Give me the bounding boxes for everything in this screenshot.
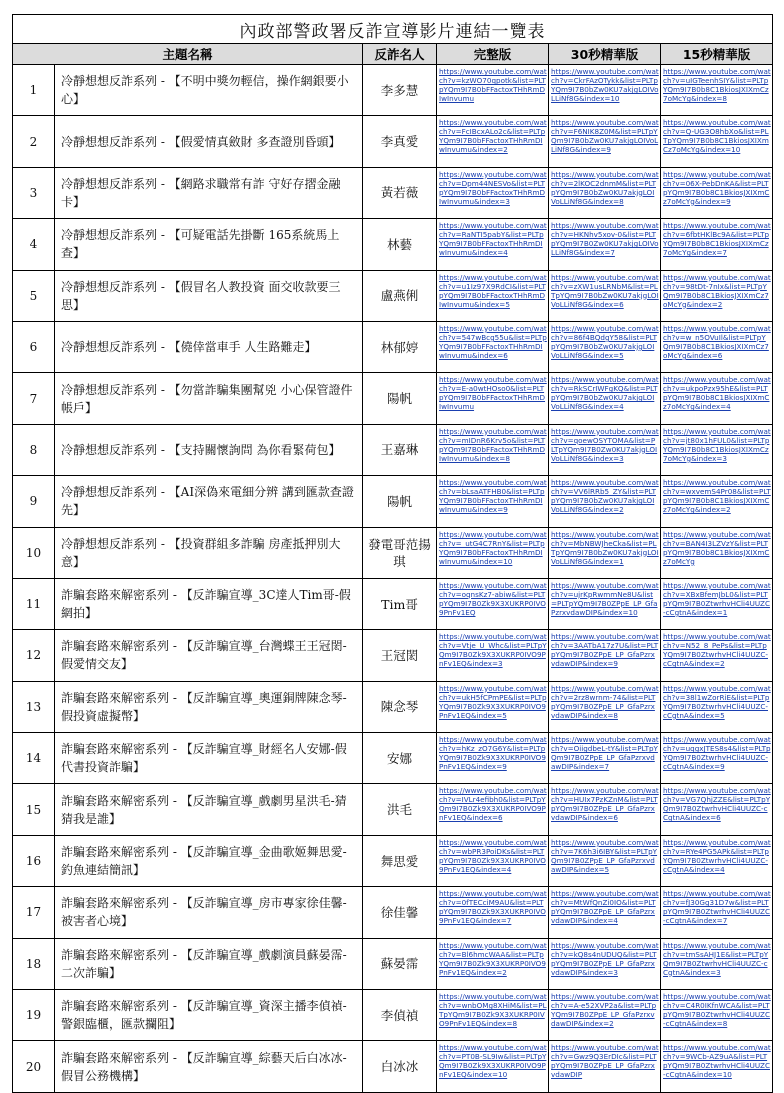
row-number — [13, 578, 55, 629]
s30-version-link[interactable]: https://www.youtube.com/watch?v=Gwz9Q3ErDIc&list=PLTpYQm9I7B0ZPpE_LP_GfaPzrxvdawDIP — [551, 1043, 659, 1080]
header-theme: 主題名稱 — [13, 44, 363, 65]
theme-cell — [55, 578, 363, 629]
s15-version-link[interactable]: https://www.youtube.com/watch?v=98tDt-7nIx&list=PLTpYQm9I7B0b8C1BkiosJXIXmCz7oMcYg&index=2 — [663, 272, 771, 309]
s30-version-link[interactable]: https://www.youtube.com/watch?v=OiigdbeL-tY&list=PLTpYQm9I7B0ZPpE_LP_GfaPzrxvdawDIP&index=7 — [551, 735, 659, 772]
s15-version-link[interactable]: https://www.youtube.com/watch?v=ukpoPzx95hE&list=PLTpYQm9I7B0b8C1BkiosJXIXmCz7oMcYg&index=4 — [663, 375, 771, 412]
header-person: 反詐名人 — [363, 44, 437, 65]
s30-version-cell — [549, 784, 661, 835]
row-number: 19 — [25, 1008, 42, 1023]
s15-version-cell — [661, 116, 773, 167]
table-row — [13, 1041, 773, 1092]
row-number — [13, 270, 55, 321]
full-version-link[interactable]: https://www.youtube.com/watch?v=ukH5fCPmPE&list=PLTpYQm9I7B0Zk9X3XUKRP0IVO9PnFv1EQ&index=5 — [439, 683, 547, 720]
full-version-link[interactable]: https://www.youtube.com/watch?v=_utG4C7RnY&list=PLTpYQm9I7B0bFFactoxTHhRmDIwInvumu&index=10 — [439, 529, 547, 566]
row-number — [13, 990, 55, 1041]
s30-version-link[interactable]: https://www.youtube.com/watch?v=VV6lRRb5_ZY&list=PLTpYQm9I7B0bZw0KU7akjgLOIVoLLiNf8G&index=2 — [551, 478, 659, 515]
s15-version-cell — [661, 578, 773, 629]
s15-version-cell — [661, 938, 773, 989]
s15-version-cell — [661, 990, 773, 1041]
s30-version-cell — [549, 116, 661, 167]
person-cell — [363, 835, 437, 886]
theme-cell — [55, 990, 363, 1041]
person-cell — [363, 424, 437, 475]
s30-version-link[interactable]: https://www.youtube.com/watch?v=3AATbA17z7U&list=PLTpYQm9I7B0ZPpE_LP_GfaPzrxvdawDIP&index=9 — [551, 632, 659, 669]
full-version-cell — [437, 65, 549, 116]
theme-cell: 詐騙套路來解密系列 - 【反詐騙宣導_財經名人安娜-假代書投資詐騙】 — [61, 742, 347, 775]
theme-cell: 詐騙套路來解密系列 - 【反詐騙宣導_房市專家徐佳馨-被害者心境】 — [61, 896, 347, 929]
person-cell: 發電哥范揚琪 — [368, 536, 431, 569]
header-15s: 15秒精華版 — [661, 44, 773, 65]
person-cell: 王冠閎 — [380, 647, 419, 663]
person-cell: 洪毛 — [386, 802, 412, 818]
person-cell: 李多慧 — [380, 82, 419, 98]
s15-version-cell — [661, 476, 773, 527]
theme-cell: 詐騙套路來解密系列 - 【反詐騙宣導_綜藝天后白冰冰-假冒公務機構】 — [61, 1050, 347, 1083]
theme-cell — [55, 373, 363, 424]
s15-version-cell — [661, 887, 773, 938]
table-row — [13, 938, 773, 989]
theme-cell: 冷靜想想反詐系列 - 【不明中獎勿輕信，操作網銀要小心】 — [61, 74, 349, 107]
full-version-link[interactable]: https://www.youtube.com/watch?v=hKz_zO7G6Y&list=PLTpYQm9I7B0Zk9X3XUKRP0IVO9PnFv1EQ&index=9 — [439, 735, 547, 772]
row-number: 17 — [25, 905, 42, 920]
s30-version-cell — [549, 219, 661, 270]
person-cell: 李偵禎 — [380, 1007, 419, 1023]
full-version-cell — [437, 784, 549, 835]
person-cell — [363, 321, 437, 372]
s30-version-cell — [549, 630, 661, 681]
full-version-link[interactable]: https://www.youtube.com/watch?v=bLsaATFHB0&list=PLTpYQm9I7B0bFFactoxTHhRmDIwInvumu&index=9 — [439, 478, 547, 515]
theme-cell — [55, 1041, 363, 1092]
s30-version-link[interactable]: https://www.youtube.com/watch?v=ujrKpRwmmNe8U&list=PLTpYQm9I7B0ZPpE_LP_GfaPzrxvdawDIP&index=10 — [551, 580, 659, 617]
s15-version-cell — [661, 630, 773, 681]
theme-cell — [55, 784, 363, 835]
full-version-cell — [437, 476, 549, 527]
s30-version-cell — [549, 1041, 661, 1092]
person-cell — [363, 476, 437, 527]
s15-version-cell — [661, 219, 773, 270]
s30-version-cell — [549, 578, 661, 629]
row-number: 5 — [29, 288, 38, 303]
s15-version-link[interactable]: https://www.youtube.com/watch?v=6fbtHKlBc9A&list=PLTpYQm9I7B0b8C1BkiosJXIXmCz7oMcYg&index=7 — [663, 221, 771, 258]
s30-version-cell — [549, 733, 661, 784]
s30-version-link[interactable]: https://www.youtube.com/watch?v=HKNhv5xov-0&list=PLTpYQm9I7B0Zw0KU7akjgLOIVoLLiNf8G&index=7 — [551, 221, 659, 258]
person-cell: 王嘉琳 — [380, 442, 419, 458]
s15-version-link[interactable]: https://www.youtube.com/watch?v=C4R0IKfnWCA&list=PLTpYQm9I7B0ZtwrhvHCli4UUZC-cCgtnA&index=8 — [663, 992, 771, 1029]
full-version-link[interactable]: https://www.youtube.com/watch?v=0fTECciM9AU&list=PLTpYQm9I7B0Zk9X3XUKRP0IVO9PnFv1EQ&index=7 — [439, 889, 547, 926]
theme-cell: 冷靜想想反詐系列 - 【投資群組多詐騙 房產抵押別大意】 — [61, 536, 341, 569]
theme-cell — [55, 424, 363, 475]
s15-version-link[interactable]: https://www.youtube.com/watch?v=BAN4I3LZVzY&list=PLTpYQm9I7B0b8C1BkiosJXIXmCz7oMcYg — [663, 529, 771, 566]
full-version-link[interactable]: https://www.youtube.com/watch?v=PT0B-SL9Iw&list=PLTpYQm9I7B0Zk9X3XUKRP0IVO9PnFv1EQ&index=10 — [439, 1043, 547, 1080]
theme-cell — [55, 938, 363, 989]
link-table-sheet — [12, 14, 772, 1093]
row-number — [13, 424, 55, 475]
theme-cell: 詐騙套路來解密系列 - 【反詐騙宣導_金曲歌姬舞思愛-釣魚連結簡訊】 — [61, 845, 347, 878]
s30-version-cell — [549, 681, 661, 732]
theme-cell: 詐騙套路來解密系列 - 【反詐騙宣導_台灣蝶王王冠閎-假愛情交友】 — [61, 639, 347, 672]
row-number: 20 — [25, 1059, 42, 1074]
full-version-cell — [437, 990, 549, 1041]
s15-version-cell — [661, 681, 773, 732]
full-version-link[interactable]: https://www.youtube.com/watch?v=Bl6hmcWAA&list=PLTpYQm9I7B0Zk9X3XUKRP0IVO9PnFv1EQ&index=2 — [439, 940, 547, 977]
s15-version-link[interactable]: https://www.youtube.com/watch?v=Q-UG3O8hbXo&list=PLTpYQm9I7B0b8C1BkiosJXIXmCz7oMcYg&index=10 — [663, 118, 771, 155]
s15-version-link[interactable]: https://www.youtube.com/watch?v=XBxBfemJbL0&list=PLTpYQm9I7B0ZtwrhvHCli4UUZC-cCgtnA&index=1 — [663, 580, 771, 617]
s15-version-link[interactable]: https://www.youtube.com/watch?v=9WCb-AZ9uA&list=PLTpYQm9I7B0ZtwrhvHCli4UUZC-cCgtnA&index=10 — [663, 1043, 771, 1080]
s30-version-cell — [549, 373, 661, 424]
s30-version-cell — [549, 938, 661, 989]
person-cell: 陽帆 — [386, 391, 412, 407]
person-cell — [363, 219, 437, 270]
table-row — [13, 578, 773, 629]
table-row — [13, 373, 773, 424]
row-number: 12 — [25, 648, 42, 663]
table-row — [13, 887, 773, 938]
table-row — [13, 65, 773, 116]
table-row — [13, 630, 773, 681]
s30-version-link[interactable]: https://www.youtube.com/watch?v=7K6h3i6IBY&list=PLTpYQm9I7B0ZPpE_LP_GfaPzrxvdawDIP&index=5 — [551, 837, 659, 874]
person-cell — [363, 167, 437, 218]
s15-version-link[interactable]: https://www.youtube.com/watch?v=uqgxJTES8s4&list=PLTpYQm9I7B0ZtwrhvHCli4UUZC-cCgtnA&index=9 — [663, 735, 771, 772]
table-row — [13, 681, 773, 732]
person-cell — [363, 65, 437, 116]
row-number — [13, 887, 55, 938]
row-number: 4 — [29, 237, 38, 252]
theme-cell — [55, 733, 363, 784]
table-row — [13, 424, 773, 475]
video-link-table — [12, 14, 773, 1093]
table-row — [13, 321, 773, 372]
row-number: 14 — [25, 751, 42, 766]
row-number — [13, 219, 55, 270]
full-version-link[interactable]: https://www.youtube.com/watch?v=u1Iz97X9RdCI&list=PLTpYQm9I7B0bFFactoxTHhRmDIwInvumu&index=5 — [439, 272, 547, 309]
theme-cell: 詐騙套路來解密系列 - 【反詐騙宣導_戲劇男星洪毛-猜猜我是誰】 — [61, 793, 347, 826]
row-number: 1 — [29, 83, 38, 98]
full-version-cell — [437, 578, 549, 629]
s15-version-cell — [661, 733, 773, 784]
full-version-link[interactable]: https://www.youtube.com/watch?v=kzWO70qpotk&list=PLTpYQm9I7B0bFFactoxTHhRmDIwInvumu — [439, 67, 547, 103]
s30-version-link[interactable]: https://www.youtube.com/watch?v=F6NIK8Z0M&list=PLTpYQm9I7B0bZw0KU7akjgLOIVoLLiNf8G&index=9 — [551, 118, 659, 155]
s15-version-link[interactable]: https://www.youtube.com/watch?v=fJ30Gg31D7w&list=PLTpYQm9I7B0ZtwrhvHCli4UUZC-cCgtnA&index=7 — [663, 889, 771, 926]
full-version-link[interactable]: https://www.youtube.com/watch?v=IVLr4efibh0&list=PLTpYQm9I7B0Zk9X3XUKRP0IVO9PnFv1EQ&index=6 — [439, 786, 547, 823]
full-version-link[interactable]: https://www.youtube.com/watch?v=oqnsKz7-abiw&list=PLTpYQm9I7B0Zk9X3XUKRP0IVO9PnFv1EQ — [439, 580, 547, 617]
theme-cell: 詐騙套路來解密系列 - 【反詐騙宣導_資深主播李偵禎-警銀臨櫃，匯款攔阻】 — [61, 999, 347, 1032]
person-cell — [363, 373, 437, 424]
person-cell — [363, 733, 437, 784]
theme-cell: 詐騙套路來解密系列 - 【反詐騙宣導_奧運銅牌陳念琴-假投資虛擬幣】 — [61, 690, 347, 723]
s30-version-cell — [549, 321, 661, 372]
s30-version-cell — [549, 527, 661, 578]
theme-cell: 冷靜想想反詐系列 - 【假愛情真斂財 多查證別昏頭】 — [61, 134, 341, 149]
table-row — [13, 167, 773, 218]
theme-cell — [55, 116, 363, 167]
theme-cell — [55, 527, 363, 578]
s30-version-cell — [549, 65, 661, 116]
row-number: 16 — [25, 854, 42, 869]
theme-cell: 詐騙套路來解密系列 - 【反詐騙宣導_3C達人Tim哥-假網拍】 — [61, 588, 351, 621]
full-version-cell — [437, 116, 549, 167]
theme-cell — [55, 476, 363, 527]
s15-version-cell — [661, 527, 773, 578]
row-number — [13, 784, 55, 835]
theme-cell — [55, 835, 363, 886]
s15-version-link[interactable]: https://www.youtube.com/watch?v=jt80x1hFUL0&list=PLTpYQm9I7B0b8C1BkiosJXIXmCz7oMcYg&index=3 — [663, 426, 771, 463]
table-row — [13, 835, 773, 886]
row-number — [13, 630, 55, 681]
person-cell: 舞思愛 — [380, 853, 419, 869]
person-cell: 陳念琴 — [380, 699, 419, 715]
s15-version-cell — [661, 167, 773, 218]
full-version-link[interactable]: https://www.youtube.com/watch?v=wnbOMg8XHiM&list=PLTpYQm9I7B0Zk9X3XUKRP0IVO9PnFv1EQ&index=8 — [439, 992, 547, 1029]
row-number — [13, 938, 55, 989]
row-number: 13 — [25, 699, 42, 714]
full-version-cell — [437, 270, 549, 321]
s15-version-cell — [661, 270, 773, 321]
table-row — [13, 784, 773, 835]
row-number: 15 — [25, 802, 42, 817]
row-number — [13, 321, 55, 372]
row-number: 2 — [29, 134, 38, 149]
page-title: 內政部警政署反詐宣導影片連結一覽表 — [13, 15, 773, 44]
s15-version-cell — [661, 784, 773, 835]
theme-cell: 冷靜想想反詐系列 - 【網路求職常有詐 守好存摺金融卡】 — [61, 176, 341, 209]
full-version-cell — [437, 835, 549, 886]
person-cell — [363, 630, 437, 681]
full-version-cell — [437, 733, 549, 784]
person-cell — [363, 527, 437, 578]
theme-cell: 冷靜想想反詐系列 - 【AI深偽來電細分辨 講到匯款查證先】 — [61, 485, 354, 518]
person-cell: 林郁婷 — [380, 339, 419, 355]
s30-version-link[interactable]: https://www.youtube.com/watch?v=zXW1usLRNbM&list=PLTpYQm9I7B0bZw0KU7akjgLOIVoLLiNf8G&index=6 — [551, 272, 659, 309]
full-version-link[interactable]: https://www.youtube.com/watch?v=wbPR3PoiDKs&list=PLTpYQm9I7B0Zk9X3XUKRP0IVO9PnFv1EQ&index=4 — [439, 837, 547, 874]
row-number — [13, 167, 55, 218]
full-version-cell — [437, 424, 549, 475]
person-cell: 盧燕俐 — [380, 288, 419, 304]
person-cell: 黃若薇 — [380, 185, 419, 201]
row-number — [13, 527, 55, 578]
s30-version-link[interactable]: https://www.youtube.com/watch?v=MtWfQnZi0IO&list=PLTpYQm9I7B0ZPpE_LP_GfaPzrxvdawDIP&index=4 — [551, 889, 659, 926]
full-version-link[interactable]: https://www.youtube.com/watch?v=Dpm44NESVo&list=PLTpYQm9I7B0bFFactoxTHhRmDIwInvumu&index=3 — [439, 169, 547, 206]
s30-version-cell — [549, 270, 661, 321]
person-cell — [363, 887, 437, 938]
s30-version-link[interactable]: https://www.youtube.com/watch?v=kQ8s4nUDUQ&list=PLTpYQm9I7B0ZPpE_LP_GfaPzrxvdawDIP&index=3 — [551, 940, 659, 977]
table-row — [13, 733, 773, 784]
person-cell — [363, 938, 437, 989]
s15-version-cell — [661, 321, 773, 372]
full-version-cell — [437, 527, 549, 578]
s30-version-link[interactable]: https://www.youtube.com/watch?v=2lKOC2dnmM&list=PLTpYQm9I7B0bZw0KU7akjgLOIVoLLiNf8G&index=8 — [551, 169, 659, 206]
row-number: 8 — [29, 442, 38, 457]
s30-version-link[interactable]: https://www.youtube.com/watch?v=HUIx7PzKZnM&list=PLTpYQm9I7B0ZPpE_LP_GfaPzrxvdawDIP&index=6 — [551, 786, 659, 823]
s15-version-link[interactable]: https://www.youtube.com/watch?v=wxvemS4Pr08&list=PLTpYQm9I7B0b8C1BkiosJXIXmCz7oMcYg&index=2 — [663, 478, 771, 515]
row-number — [13, 1041, 55, 1092]
row-number — [13, 373, 55, 424]
theme-cell: 冷靜想想反詐系列 - 【支持關懷詢問 為你看緊荷包】 — [61, 442, 341, 457]
header-30s: 30秒精華版 — [549, 44, 661, 65]
theme-cell — [55, 887, 363, 938]
s30-version-link[interactable]: https://www.youtube.com/watch?v=RkSCrIWFgKQ&list=PLTpYQm9I7B0bZw0KU7akjgLOIVoLLiNf8G&index=4 — [551, 375, 659, 412]
row-number: 9 — [29, 494, 38, 509]
person-cell: 安娜 — [386, 750, 412, 766]
person-cell — [363, 990, 437, 1041]
theme-cell — [55, 321, 363, 372]
person-cell: 白冰冰 — [380, 1059, 419, 1075]
row-number — [13, 835, 55, 886]
full-version-link[interactable]: https://www.youtube.com/watch?v=Vtje_U_Whc&list=PLTpYQm9I7B0Zk9X3XUKRP0IVO9PnFv1EQ&index=3 — [439, 632, 547, 669]
full-version-cell — [437, 321, 549, 372]
table-row — [13, 116, 773, 167]
theme-cell — [55, 630, 363, 681]
s15-version-link[interactable]: https://www.youtube.com/watch?v=VG7QhjZZE&list=PLTpYQm9I7B0ZtwrhvHCli4UUZC-cCgtnA&index=6 — [663, 786, 771, 823]
row-number — [13, 65, 55, 116]
s15-version-link[interactable]: https://www.youtube.com/watch?v=06X-PebDnKA&list=PLTpYQm9I7B0b8C1BkiosJXIXmCz7oMcYg&index=9 — [663, 169, 771, 206]
theme-cell: 詐騙套路來解密系列 - 【反詐騙宣導_戲劇演員蘇晏霈-二次詐騙】 — [61, 947, 347, 980]
theme-cell — [55, 219, 363, 270]
s15-version-cell — [661, 65, 773, 116]
table-row — [13, 476, 773, 527]
s30-version-link[interactable]: https://www.youtube.com/watch?v=2rz8wrnm-74&list=PLTpYQm9I7B0ZPpE_LP_GfaPzrxvdawDIP&index=8 — [551, 683, 659, 720]
row-number: 6 — [29, 340, 38, 355]
person-cell — [363, 270, 437, 321]
s15-version-link[interactable]: https://www.youtube.com/watch?v=w_n5OVuIl&list=PLTpYQm9I7B0b8C1BkiosJXIXmCz7oMcYg&index=6 — [663, 323, 771, 360]
s15-version-link[interactable]: https://www.youtube.com/watch?v=uIGTeenhSIY&list=PLTpYQm9I7B0b8C1BkiosJXIXmCz7oMcYg&index=8 — [663, 67, 771, 103]
s30-version-cell — [549, 167, 661, 218]
person-cell — [363, 116, 437, 167]
row-number — [13, 476, 55, 527]
theme-cell: 冷靜想想反詐系列 - 【僥倖當車手 人生路難走】 — [61, 340, 317, 355]
s30-version-link[interactable]: https://www.youtube.com/watch?v=CkrFAzOTykk&list=PLTpYQm9I7B0bZw0KU7akjgLOIVoLLiNf8G&index=10 — [551, 67, 659, 103]
header-full: 完整版 — [437, 44, 549, 65]
row-number: 11 — [25, 597, 42, 612]
full-version-link[interactable]: https://www.youtube.com/watch?v=mIDnR6Krv5o&list=PLTpYQm9I7B0bFFactoxTHhRmDIwInvumu&index=8 — [439, 426, 547, 463]
full-version-cell — [437, 938, 549, 989]
s15-version-cell — [661, 373, 773, 424]
person-cell — [363, 578, 437, 629]
full-version-cell — [437, 167, 549, 218]
table-row — [13, 270, 773, 321]
person-cell: 陽帆 — [386, 493, 412, 509]
theme-cell — [55, 270, 363, 321]
person-cell — [363, 784, 437, 835]
full-version-link[interactable]: https://www.youtube.com/watch?v=RaNTI5pabY&list=PLTpYQm9I7B0bFFactoxTHhRmDIwInvumu&index=4 — [439, 221, 547, 258]
full-version-cell — [437, 219, 549, 270]
person-cell — [363, 681, 437, 732]
theme-cell — [55, 681, 363, 732]
table-row — [13, 990, 773, 1041]
person-cell: 李真愛 — [380, 134, 419, 150]
row-number: 10 — [25, 545, 42, 560]
row-number — [13, 116, 55, 167]
person-cell: 蘇晏霈 — [380, 956, 419, 972]
full-version-cell — [437, 887, 549, 938]
s15-version-cell — [661, 1041, 773, 1092]
s15-version-cell — [661, 835, 773, 886]
person-cell: 徐佳馨 — [380, 904, 419, 920]
s15-version-link[interactable]: https://www.youtube.com/watch?v=tmSsAHJ1E&list=PLTpYQm9I7B0ZtwrhvHCli4UUZC-cCgtnA&index=3 — [663, 940, 771, 977]
full-version-link[interactable]: https://www.youtube.com/watch?v=547wBcg55u&list=PLTpYQm9I7B0bFFactoxTHhRmDIwInvumu&index=6 — [439, 323, 547, 360]
s30-version-cell — [549, 887, 661, 938]
full-version-cell — [437, 1041, 549, 1092]
s30-version-cell — [549, 990, 661, 1041]
person-cell: Tim哥 — [381, 596, 418, 612]
row-number: 3 — [29, 185, 38, 200]
s30-version-link[interactable]: https://www.youtube.com/watch?v=MbNBWJheCka&list=PLTpYQm9I7B0bZw0KU7akjgLOIVoLLiNf8G&index=1 — [551, 529, 659, 566]
row-number: 18 — [25, 956, 42, 971]
row-number — [13, 681, 55, 732]
full-version-cell — [437, 681, 549, 732]
full-version-cell — [437, 630, 549, 681]
s15-version-cell — [661, 424, 773, 475]
s30-version-link[interactable]: https://www.youtube.com/watch?v=86f4BQdgY58&list=PLTpYQm9I7B0bZw0KU7akjgLOIVoLLiNf8G&index=5 — [551, 323, 659, 360]
s30-version-link[interactable]: https://www.youtube.com/watch?v=qoewOSYTOMA&list=PLTpYQm9I7B0Zw0KU7akjgLOIVoLLiNf8G&index=3 — [551, 426, 659, 463]
s15-version-link[interactable]: https://www.youtube.com/watch?v=38l1wZorRiE&list=PLTpYQm9I7B0ZtwrhvHCli4UUZC-cCgtnA&index=5 — [663, 683, 771, 720]
s30-version-cell — [549, 835, 661, 886]
full-version-link[interactable]: https://www.youtube.com/watch?v=E-a0wtHOso0&list=PLTpYQm9I7B0bFFactoxTHhRmDIwInvumu — [439, 375, 547, 412]
table-row — [13, 527, 773, 578]
row-number — [13, 733, 55, 784]
theme-cell: 冷靜想想反詐系列 - 【勿當詐騙集團幫兇 小心保管證件帳戶】 — [61, 382, 353, 415]
theme-cell: 冷靜想想反詐系列 - 【可疑電話先掛斷 165系統馬上查】 — [61, 228, 340, 261]
person-cell — [363, 1041, 437, 1092]
header-row — [13, 44, 773, 65]
full-version-cell — [437, 373, 549, 424]
theme-cell — [55, 167, 363, 218]
s15-version-link[interactable]: https://www.youtube.com/watch?v=RYe4PG5APk&list=PLTpYQm9I7B0ZtwrhvHCli4UUZC-cCgtnA&index=4 — [663, 837, 771, 874]
theme-cell: 冷靜想想反詐系列 - 【假冒名人教投資 面交收款要三思】 — [61, 279, 341, 312]
theme-cell — [55, 65, 363, 116]
full-version-link[interactable]: https://www.youtube.com/watch?v=FcIBcxALo2c&list=PLTpYQm9I7B0bFFactoxTHhRmDIwInvumu&index=2 — [439, 118, 547, 155]
table-row — [13, 219, 773, 270]
s30-version-link[interactable]: https://www.youtube.com/watch?v=A-e52XVP2a&list=PLTpYQm9I7B0ZPpE_LP_GfaPzrxvdawDIP&index=2 — [551, 992, 659, 1029]
s30-version-cell — [549, 424, 661, 475]
s30-version-cell — [549, 476, 661, 527]
person-cell: 林藝 — [386, 236, 412, 252]
s15-version-link[interactable]: https://www.youtube.com/watch?v=N52_8_PePs&list=PLTpYQm9I7B0ZtwrhvHCli4UUZC-cCgtnA&index=2 — [663, 632, 771, 669]
row-number: 7 — [29, 391, 38, 406]
